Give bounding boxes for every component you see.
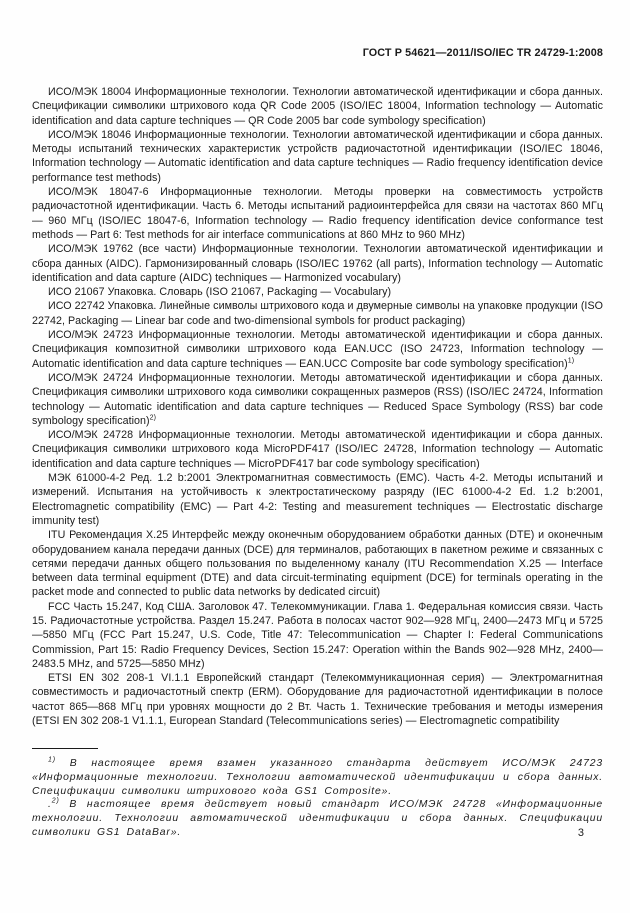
standard-designation: ГОСТ Р 54621—2011/ISO/IEC TR 24729-1:2008 bbox=[362, 47, 603, 59]
footnote-reference-marker: 1) bbox=[567, 357, 575, 365]
reference-paragraph: ИСО/МЭК 18047-6 Информационные технологии. Методы проверки на совместимость устройств радиочастотной идентификации. Часть 6. Методы испытаний радиоинтерфейса для связи на частотах 860 МГц — 960 МГц (ISO/IEC 18047-6, Information technology — Radio frequency identification device conformance test methods — Part 6: Test methods for air interface communications at 860 MHz to 960 MHz) bbox=[32, 186, 603, 241]
reference-paragraph: ИСО/МЭК 18046 Информационные технологии. Технологии автоматической идентификации и сбора данных. Методы испытаний технических характеристик устройств радиочастотной идентификации (ISO/IEC 18046, Information technology — Automatic identification and data capture techniques — Radio frequency identification device performance test methods) bbox=[32, 128, 603, 184]
footnote-reference-marker: 2) bbox=[149, 414, 156, 422]
reference-paragraph: ИСО/МЭК 24724 Информационные технологии. Методы автоматической идентификации и сбора данных. Спецификация символики штрихового кода символики сокращенных размеров (RSS) (ISO/IEC 24724, Information technology — Automatic identification and data capture techniques — Reduced Space Symbology (RSS) bar code symbology specification)$^{2)}$ bbox=[32, 371, 603, 427]
reference-paragraph: ИСО/МЭК 24723 Информационные технологии. Методы автоматической идентификации и сбора данных. Спецификация композитной символики штрихового кода EAN.UCC (ISO 24723, Information technology — Automatic identification and data capture techniques — EAN.UCC Composite bar code symbology specification)$^{1)}$ bbox=[32, 329, 603, 370]
footnote-marker: 1) bbox=[48, 756, 56, 764]
normative-references-list bbox=[32, 85, 603, 728]
reference-paragraph: ИСО/МЭК 18004 Информационные технологии. Технологии автоматической идентификации и сбора данных. Спецификации символики штрихового кода QR Code 2005 (ISO/IEC 18004, Information technology — Automatic identification and data capture techniques — QR Code 2005 bar code symbology specification) bbox=[32, 86, 603, 127]
reference-paragraph: МЭК 61000-4-2 Ред. 1.2 b:2001 Электромагнитная совместимость (ЕМС). Часть 4-2. Методы испытаний и измерений. Испытания на устойчивость к электростатическому разряду (IEC 61000-4-2 Ed. 1.2 b:2001, Electromagnetic compatibility (EMC) — Part 4-2: Testing and measurement techniques — Electrostatic discharge immunity test) bbox=[32, 472, 603, 527]
footnote: .$^{2)}$ В настоящее время действует новый стандарт ИСО/МЭК 24728 «Информационные технологии. Технологии автоматической идентификации и сбора данных. Спецификации символики GS1 DataBar». bbox=[32, 797, 603, 838]
reference-paragraph: FCC Часть 15.247, Код США. Заголовок 47. Телекоммуникации. Глава 1. Федеральная комиссия связи. Часть 15. Радиочастотные устройства. Раздел 15.247. Работа в полосах частот 902—928 МГц, 2400—2473 МГц и 5725—5850 МГц (FCC Part 15.247, U.S. Code, Title 47: Telecommunication — Chapter I: Federal Communications Commission, Part 15: Radio Frequency Devices, Section 15.247: Operation within the Bands 902—928 MHz, 2400—2483.5 MHz, and 5725—5850 MHz) bbox=[32, 600, 603, 670]
page-number: 3 bbox=[577, 827, 584, 839]
reference-paragraph: ИСО/МЭК 24728 Информационные технологии. Методы автоматической идентификации и сбора данных. Спецификация символики штрихового кода MicroPDF417 (ISO/IEC 24728, Information technology — Automatic identification and data capture techniques — MicroPDF417 bar code symbology specification) bbox=[32, 429, 603, 470]
footnote-marker: 2) bbox=[51, 797, 60, 805]
reference-paragraph: ETSI EN 302 208-1 VI.1.1 Европейский стандарт (Телекоммуникационная серия) — Электромагнитная совместимость и радиочастотный спектр (ERM). Оборудование для радиочастотной идентификации в полосе частот 865—868 МГц при уровнях мощности до 2 Вт. Часть 1. Технические требования и методы измерения (ETSI EN 302 208-1 V1.1.1, European Standard (Telecommunications series) — Electromagnetic compatibility bbox=[32, 672, 603, 728]
footnote-separator bbox=[32, 748, 98, 749]
running-header bbox=[32, 47, 603, 59]
page-footer bbox=[32, 827, 584, 839]
reference-paragraph: ИСО 21067 Упаковка. Словарь (ISO 21067, Packaging — Vocabulary) bbox=[48, 286, 392, 299]
reference-paragraph: ИСО/МЭК 19762 (все части) Информационные технологии. Технологии автоматической идентификации и сбора данных (AIDC). Гармонизированный словарь (ISO/IEC 19762 (all parts), Information technology — Automatic identification and data capture (AIDC) techniques — Harmonized vocabulary) bbox=[32, 243, 603, 284]
reference-paragraph: ITU Рекомендация Х.25 Интерфейс между оконечным оборудованием обработки данных (DTE) и оконечным оборудованием канала передачи данных (DCE) для терминалов, работающих в пакетном режиме и связанных с сетями передачи данных общего пользования по выделенному каналу (ITU Recommendation X.25 — Interface between data terminal equipment (DTE) and data circuit-terminating equipment (DCE) for terminals operating in the packet mode and connected to public data networks by dedicated circuit) bbox=[32, 529, 603, 599]
footnote: $^{1)}$ В настоящее время взамен указанного стандарта действует ИСО/МЭК 24723 «Информационные технологии. Технологии автоматической идентификации и сбора данных. Спецификации символики штрихового кода GS1 Composite». bbox=[32, 756, 603, 797]
reference-paragraph: ИСО 22742 Упаковка. Линейные символы штрихового кода и двумерные символы на упаковке продукции (ISO 22742, Packaging — Linear bar code and two-dimensional symbols for product packaging) bbox=[32, 300, 603, 327]
